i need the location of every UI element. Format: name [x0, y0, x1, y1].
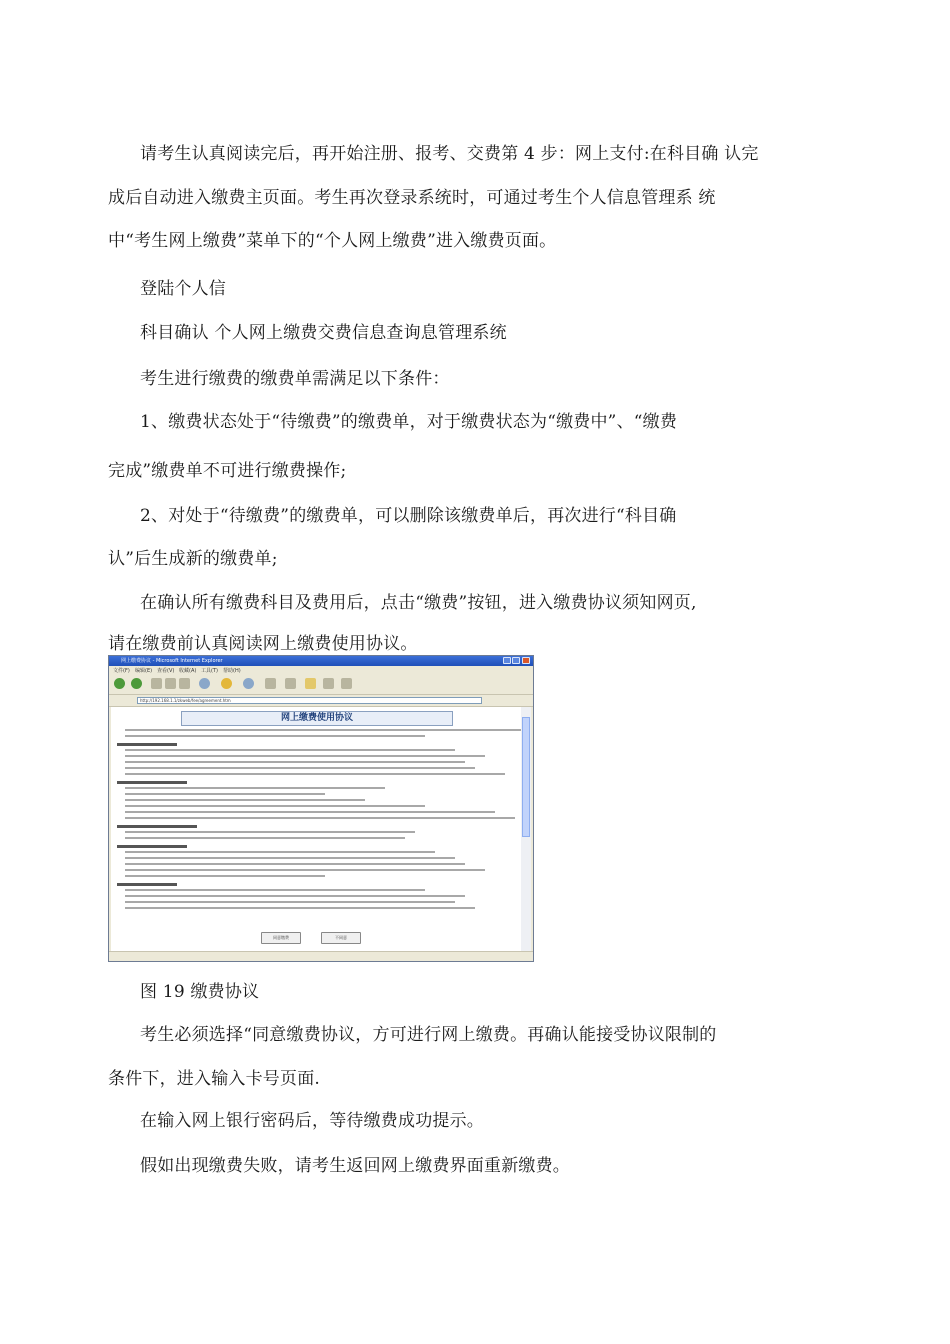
agreement-text-line [125, 767, 475, 769]
paragraph-line: 请在缴费前认真阅读网上缴费使用协议。 [108, 634, 418, 654]
paragraph-line: 2、对处于“待缴费”的缴费单，可以删除该缴费单后，再次进行“科目确 [140, 506, 677, 526]
paragraph-line: 考生进行缴费的缴费单需满足以下条件： [140, 369, 450, 389]
paragraph-line: 中“考生网上缴费”菜单下的“个人网上缴费”进入缴费页面。 [108, 231, 557, 251]
browser-toolbar [109, 674, 533, 695]
agreement-text-line [117, 825, 197, 828]
agreement-text-line [125, 773, 505, 775]
agreement-text-line [125, 875, 325, 877]
agree-button: 同意缴费 [261, 932, 301, 944]
menu-item: 查看(V) [157, 668, 175, 674]
folder-icon [305, 678, 316, 689]
scrollbar-thumb [522, 717, 530, 837]
agreement-text-line [125, 863, 465, 865]
agreement-text-line [125, 837, 405, 839]
address-field: http://192.168.1.1/zkweb/fee/agreement.htm [137, 697, 482, 704]
paragraph-line: 成后自动进入缴费主页面。考生再次登录系统时，可通过考生个人信息管理系 统 [108, 188, 716, 208]
menu-item: 帮助(H) [223, 668, 241, 674]
agreement-screenshot [108, 655, 534, 962]
home-icon [179, 678, 190, 689]
agreement-text-line [125, 735, 425, 737]
agreement-text-line [117, 743, 177, 746]
tools-icon [341, 678, 352, 689]
back-icon [114, 678, 125, 689]
print-icon [285, 678, 296, 689]
paragraph-line: 1、缴费状态处于“待缴费”的缴费单，对于缴费状态为“缴费中”、“缴费 [140, 412, 678, 432]
menu-item: 收藏(A) [179, 668, 197, 674]
browser-scrollbar [521, 707, 531, 951]
agreement-text-line [125, 811, 495, 813]
browser-titlebar [109, 656, 533, 666]
menu-item: 编辑(E) [135, 668, 153, 674]
agreement-text-line [125, 729, 521, 731]
search-icon [199, 678, 210, 689]
browser-window-title: 网上缴费协议 - Microsoft Internet Explorer [121, 658, 223, 664]
agreement-text-line [125, 787, 385, 789]
menu-item: 文件(F) [113, 668, 130, 674]
agreement-text-line [125, 901, 455, 903]
paragraph-line: 在输入网上银行密码后，等待缴费成功提示。 [140, 1111, 484, 1131]
agreement-text-line [117, 781, 187, 784]
paragraph-line: 科目确认 个人网上缴费交费信息查询息管理系统 [140, 323, 507, 343]
paragraph-line: 考生必须选择“同意缴费协议，方可进行网上缴费。再确认能接受协议限制的 [140, 1025, 717, 1045]
agreement-text-line [125, 817, 515, 819]
agreement-text-line [117, 845, 187, 848]
agreement-text-line [125, 895, 465, 897]
paragraph-line: 条件下，进入输入卡号页面. [108, 1069, 321, 1089]
agreement-text-line [125, 749, 455, 751]
browser-menubar [109, 666, 533, 674]
paragraph-line: 完成”缴费单不可进行缴费操作; [108, 461, 347, 481]
close-icon [522, 657, 530, 664]
agreement-text-line [125, 889, 425, 891]
stop-icon [151, 678, 162, 689]
favorites-icon [221, 678, 232, 689]
agreement-text-line [125, 761, 465, 763]
browser-content [111, 707, 521, 951]
agreement-text-line [125, 799, 365, 801]
paragraph-line: 登陆个人信 [140, 279, 226, 299]
menu-item: 工具(T) [201, 668, 218, 674]
agreement-text [117, 729, 513, 919]
paragraph-line: 认”后生成新的缴费单; [108, 549, 278, 569]
paragraph-line: 假如出现缴费失败，请考生返回网上缴费界面重新缴费。 [140, 1156, 570, 1176]
agreement-text-line [125, 793, 325, 795]
agreement-text-line [125, 907, 475, 909]
agreement-text-line [125, 869, 485, 871]
minimize-icon [503, 657, 511, 664]
agreement-text-line [125, 831, 415, 833]
agreement-title: 网上缴费使用协议 [181, 711, 453, 726]
figure-caption: 图 19 缴费协议 [140, 982, 260, 1002]
agreement-text-line [125, 851, 435, 853]
agreement-text-line [125, 857, 455, 859]
forward-icon [131, 678, 142, 689]
agreement-text-line [117, 883, 177, 886]
messenger-icon [323, 678, 334, 689]
paragraph-line: 请考生认真阅读完后，再开始注册、报考、交费第 4 步：网上支付:在科目确 认完 [140, 144, 759, 164]
history-icon [243, 678, 254, 689]
refresh-icon [165, 678, 176, 689]
disagree-button: 不同意 [321, 932, 361, 944]
address-bar [109, 695, 533, 707]
agreement-text-line [125, 805, 425, 807]
mail-icon [265, 678, 276, 689]
maximize-icon [512, 657, 520, 664]
agreement-text-line [125, 755, 485, 757]
paragraph-line: 在确认所有缴费科目及费用后，点击“缴费”按钮，进入缴费协议须知网页, [140, 593, 697, 613]
browser-statusbar [109, 951, 533, 962]
